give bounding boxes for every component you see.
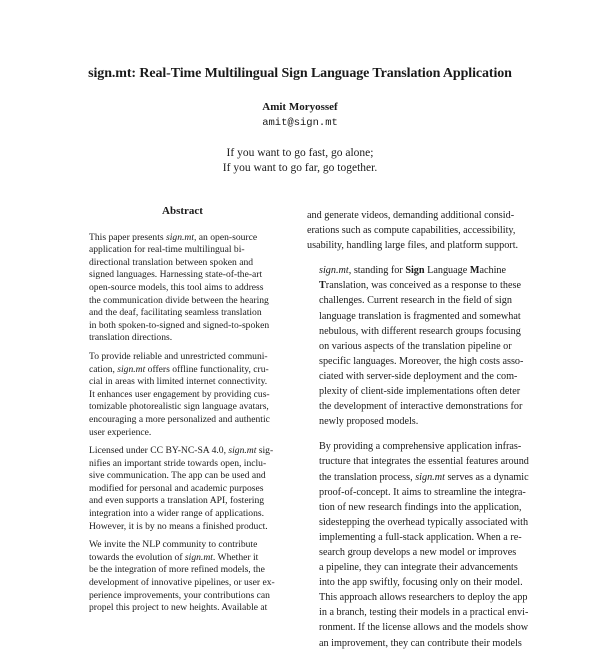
text-line: cial in areas with limited internet connectivity. <box>89 376 268 388</box>
text-line: specific languages. Moreover, the high costs asso- <box>319 355 524 367</box>
text-line: ciated with server-side deployment and the com- <box>319 370 518 382</box>
text-line: sive communication. The app can be used and <box>89 470 266 482</box>
text-line: To provide reliable and unrestricted communi- <box>89 350 268 362</box>
text-line: and generate videos, demanding additional consid- <box>307 210 515 221</box>
text-line: an improvement, they can contribute their models <box>319 637 522 649</box>
author-email: amit@sign.mt <box>262 117 338 129</box>
text-line: plexity of client-side implementations often deter <box>319 386 521 398</box>
abstract-paragraph-2 <box>89 351 276 439</box>
text-line: We invite the NLP community to contribute <box>89 539 258 551</box>
text-line: application for real-time multilingual bi- <box>89 244 245 256</box>
text-line: It enhances user engagement by providing cus- <box>89 388 270 400</box>
text-line: directional translation between spoken and <box>89 256 254 268</box>
text-line: tion of new research findings into the application, <box>319 501 522 513</box>
text-line: and even supports a translation API, fostering <box>89 495 265 507</box>
text-line: be the integration of more refined models, the <box>89 564 265 576</box>
text-line: modified for personal and academic purposes <box>89 482 264 494</box>
text-line: the translation process, sign.mt serves as a dynamic <box>319 471 529 483</box>
right-column <box>307 208 531 661</box>
text-line: the development of interactive demonstrations for <box>319 401 523 413</box>
text-line: sidestepping the overhead typically associated with <box>319 516 529 528</box>
text-line: and the deaf, facilitating seamless translation <box>89 307 262 319</box>
text-line: perience improvements, your contributions can <box>89 589 270 601</box>
text-line: usability, handling large files, and platform support. <box>307 240 519 252</box>
text-line: in both spoken-to-signed and signed-to-spoken <box>89 319 270 331</box>
abstract-paragraph-1 <box>89 232 276 345</box>
text-line: challenges. Current research in the field of sign <box>319 295 512 307</box>
text-line: on various aspects of the translation pipeline or <box>319 340 512 352</box>
text-line: newly proposed models. <box>319 416 419 428</box>
text-line: tomizable photorealistic sign language avatars, <box>89 401 269 413</box>
text-line: sign.mt, standing for Sign Language Machine <box>319 265 507 277</box>
text-line: development of innovative pipelines, or user ex- <box>89 577 275 589</box>
abstract-paragraph-3 <box>89 445 276 533</box>
text-line: user experience. <box>89 426 152 438</box>
text-line: towards the evolution of sign.mt. Whether it <box>89 551 259 563</box>
text-line: into the app swiftly, focusing only on their model. <box>319 577 523 589</box>
text-line: However, it is by no means a finished product. <box>89 520 268 532</box>
text-line: translation directions. <box>89 332 173 344</box>
text-line: cation, sign.mt offers offline functionality, cru- <box>89 363 269 375</box>
text-line: Licensed under CC BY-NC-SA 4.0, sign.mt sig- <box>89 445 274 457</box>
text-line: in a branch, testing their models in a practical envi- <box>319 607 529 619</box>
text-line: a pipeline, they can integrate their advancements <box>319 562 518 574</box>
epigraph <box>0 146 600 176</box>
text-line: nebulous, with different research groups focusing <box>319 325 521 337</box>
text-line: implementing a full-stack application. When a re- <box>319 531 522 543</box>
epigraph-line-2: If you want to go far, go together. <box>222 162 378 174</box>
text-line: encouraging a more personalized and authentic <box>89 413 270 425</box>
text-line: proof-of-concept. It aims to streamline the integra- <box>319 486 526 498</box>
text-line: This approach allows researchers to deploy the app <box>319 592 528 604</box>
body-paragraph-1 <box>307 208 531 253</box>
left-column <box>89 205 276 621</box>
body-paragraph-3 <box>307 439 531 650</box>
abstract-paragraph-4 <box>89 539 276 615</box>
text-line: integration into a wider range of applications. <box>89 508 265 520</box>
text-line: search group develops a new model or improves <box>319 546 517 558</box>
text-line: Translation, was conceived as a response to these <box>319 280 521 292</box>
paper-title: sign.mt: Real-Time Multilingual Sign Language Translation Application <box>88 66 512 81</box>
text-line: This paper presents sign.mt, an open-source <box>89 231 258 243</box>
author-name: Amit Moryossef <box>262 101 338 113</box>
abstract-heading: Abstract <box>162 205 203 217</box>
text-line: ronment. If the license allows and the models show <box>319 622 529 634</box>
text-line: the communication divide between the hearing <box>89 294 269 306</box>
text-line: signed languages. Harnessing state-of-the-art <box>89 269 263 281</box>
text-line: open-source models, this tool aims to address <box>89 281 264 293</box>
text-line: nifies an important stride towards open, inclu- <box>89 457 267 469</box>
text-line: By providing a comprehensive application infras- <box>319 441 522 453</box>
text-line: tructure that integrates the essential features around <box>319 456 529 468</box>
body-paragraph-2 <box>307 263 531 429</box>
epigraph-line-1: If you want to go fast, go alone; <box>226 147 374 159</box>
text-line: propel this project to new heights. Available at <box>89 602 268 614</box>
text-line: erations such as compute capabilities, accessibility, <box>307 225 516 237</box>
text-line: language translation is fragmented and somewhat <box>319 310 521 322</box>
